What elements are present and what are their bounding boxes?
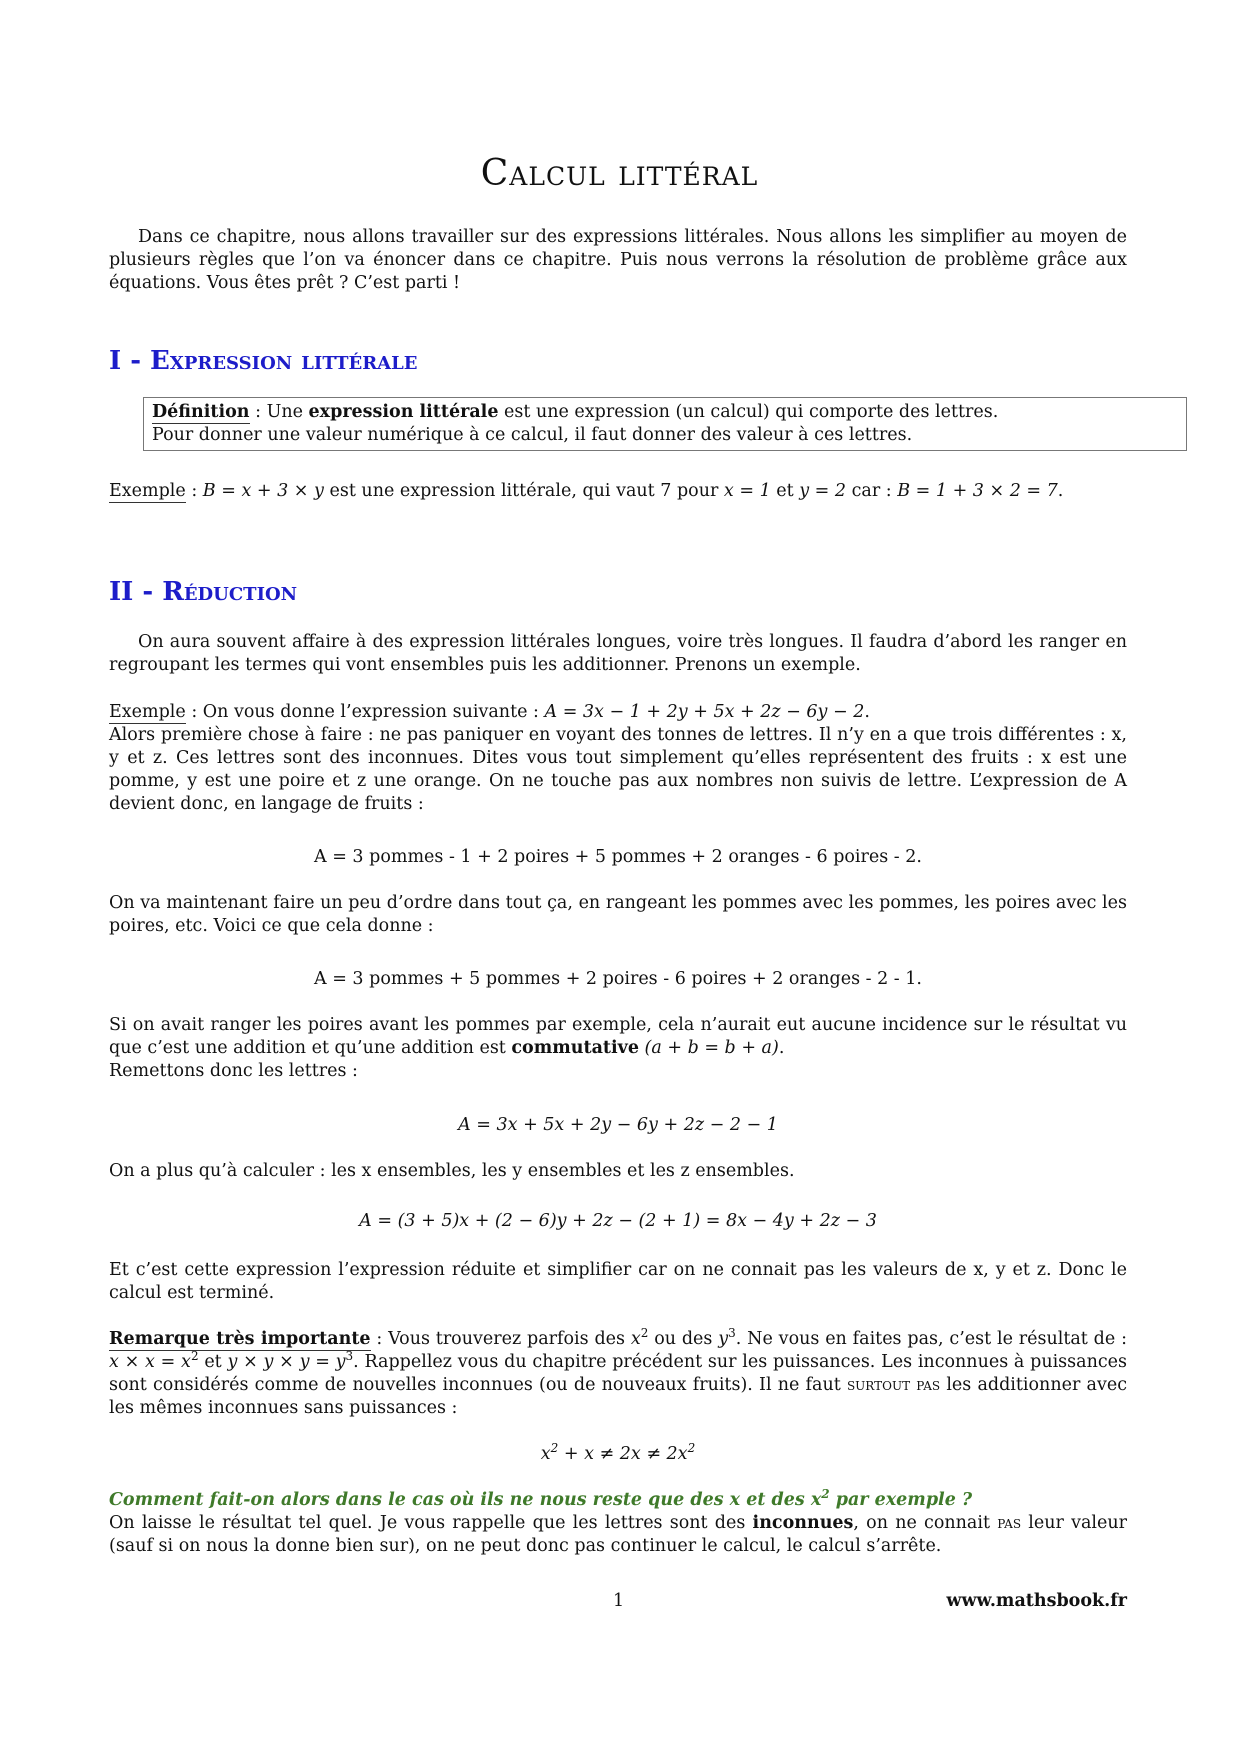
math-x: x [540,1444,551,1464]
exponent: 3 [728,1326,736,1341]
exponent: 2 [190,1349,199,1364]
example-text: car : [846,481,898,501]
exponent: 3 [345,1349,354,1364]
intro-paragraph: Dans ce chapitre, nous allons travailler sur des expressions littérales. Nous allons les simplifier au moyen de plusieurs règles que l’on va énoncer dans ce chapitre. Puis nous verrons la résolution de problème grâce aux équations. Vous êtes prêt ? C’est parti ! [109,227,1127,293]
inequality-expression [109,1443,1127,1466]
math-expression: x = 1 [723,481,771,501]
math-expression: B = x + 3 × y [202,481,324,501]
fruit-expression-2: A = 3 pommes + 5 pommes + 2 poires - 6 poires + 2 oranges - 2 - 1. [314,969,922,989]
remark-text: . Rappellez vous du chapitre précédent sur les puissances. Les inconnues à puissances sont considérés comme de nouvelles inconnues (ou de nouveaux fruits). Il ne faut [109,1352,1127,1395]
math-x: x [810,1490,822,1510]
example-label: Exemple [109,481,186,501]
website-link[interactable]: www.mathsbook.fr [946,1591,1127,1611]
exponent: 2 [821,1487,830,1502]
definition-line-2: Pour donner une valeur numérique à ce calcul, il faut donner des valeur à ces lettres. [152,425,913,445]
math-x: x [630,1329,641,1349]
example-2-line [109,701,1127,724]
answer-text: leur valeur (sauf si on nous la donne bien sur), on ne peut donc pas continuer le calcul, le calcul s’arrête. [109,1513,1127,1556]
math-expression: (a + b = b + a) [638,1038,779,1058]
paragraph: Alors première chose à faire : ne pas paniquer en voyant des tonnes de lettres. Il n’y en a que trois différentes : x, y et z. Ces lettres sont des inconnues. Dites vous tout simplement qu’elles représentent des fruits : x est une pomme, y est une poire et z une orange. On ne touche pas aux nombres non suivis de lettre. L’expression de A devient donc, en langage de fruits : [109,725,1127,814]
question-text: Comment fait-on alors dans le cas où ils ne nous reste que des [109,1490,730,1510]
remark-text: les additionner avec les mêmes inconnues sans puissances : [109,1375,1127,1418]
section2-intro: On aura souvent affaire à des expression littérales longues, voire très longues. Il faudra d’abord les ranger en regroupant les termes qui vont ensembles puis les additionner. Prenons un exemple. [109,632,1127,675]
math-expression: x × x = x [109,1352,191,1372]
math-expression: B = 1 + 3 × 2 = 7 [897,481,1058,501]
math-expression: y = 2 [799,481,847,501]
emphasis-smallcaps: surtout [846,1375,911,1395]
definition-term: expression littérale [308,402,499,422]
remark-paragraph [109,1328,1127,1420]
paragraph-text: . [778,1038,785,1058]
remark-text: . Ne vous en faites pas, c’est le résultat de : [735,1329,1127,1349]
math-expression: A = 3x − 1 + 2y + 5x + 2z − 6y − 2 [544,702,865,722]
paragraph-line: Remettons donc les lettres : [109,1061,358,1081]
example-text: : On vous donne l’expression suivante : [185,702,545,722]
question-text: et des [740,1490,811,1510]
answer-text: , on ne connait [853,1513,998,1533]
emphasis-smallcaps: pas [916,1375,941,1395]
definition-label: Définition [152,402,250,422]
question-line [109,1489,1127,1512]
definition-text: : Une [249,402,309,422]
section-heading-1: I - Expression littérale [109,346,418,376]
bold-term: commutative [511,1038,639,1058]
exponent: 2 [687,1441,696,1456]
example-text: . [1057,481,1064,501]
page-title: Calcul littéral [480,153,759,194]
math-y: y [718,1329,729,1349]
example-text: est une expression littérale, qui vaut 7 pour [323,481,724,501]
reduced-expression: A = (3 + 5)x + (2 − 6)y + 2z − (2 + 1) = 8x − 4y + 2z − 3 [359,1211,877,1231]
bold-term: inconnues [752,1513,854,1533]
math-expression: y × y × y = y [227,1352,346,1372]
example-label: Exemple [109,702,186,722]
remark-label: Remarque très importante [109,1329,371,1349]
paragraph: Et c’est cette expression l’expression réduite et simplifier car on ne connait pas les valeurs de x, y et z. Donc le calcul est terminé. [109,1260,1127,1303]
remark-text: ou des [648,1329,719,1349]
paragraph-commutative [109,1014,1127,1083]
remark-text: et [198,1352,228,1372]
exponent: 2 [640,1326,649,1341]
example-text: . [864,702,870,722]
answer-text: On laisse le résultat tel quel. Je vous rappelle que les lettres sont des [109,1513,753,1533]
math-x: x [729,1490,741,1510]
section-heading-2: II - Réduction [109,577,298,607]
remark-text: : Vous trouverez parfois des [370,1329,631,1349]
definition-box [143,397,1187,451]
paragraph: On va maintenant faire un peu d’ordre dans tout ça, en rangeant les pommes avec les pommes, les poires avec les poires, etc. Voici ce que cela donne : [109,893,1127,936]
example-1 [109,480,1127,503]
question-text: par exemple ? [829,1490,973,1510]
fruit-expression-1: A = 3 pommes - 1 + 2 poires + 5 pommes + 2 oranges - 6 poires - 2. [314,847,922,867]
definition-text: est une expression (un calcul) qui comporte des lettres. [498,402,999,422]
letter-expression: A = 3x + 5x + 2y − 6y + 2z − 2 − 1 [458,1115,778,1135]
definition-line-1 [152,401,1178,424]
answer-paragraph [109,1512,1127,1558]
math-expression: + x ≠ 2x ≠ 2x [558,1444,688,1464]
example-text: : [185,481,203,501]
paragraph-text: Si on avait ranger les poires avant les pommes par exemple, cela n’aurait eut aucune incidence sur le résultat vu que c’est une addition et qu’une addition est [109,1015,1127,1058]
paragraph: On a plus qu’à calculer : les x ensembles, les y ensembles et les z ensembles. [109,1161,795,1181]
exponent: 2 [550,1441,559,1456]
page-number: 1 [613,1591,625,1611]
example-text: et [770,481,800,501]
emphasis-smallcaps: pas [997,1513,1022,1533]
example-2 [109,701,1127,816]
